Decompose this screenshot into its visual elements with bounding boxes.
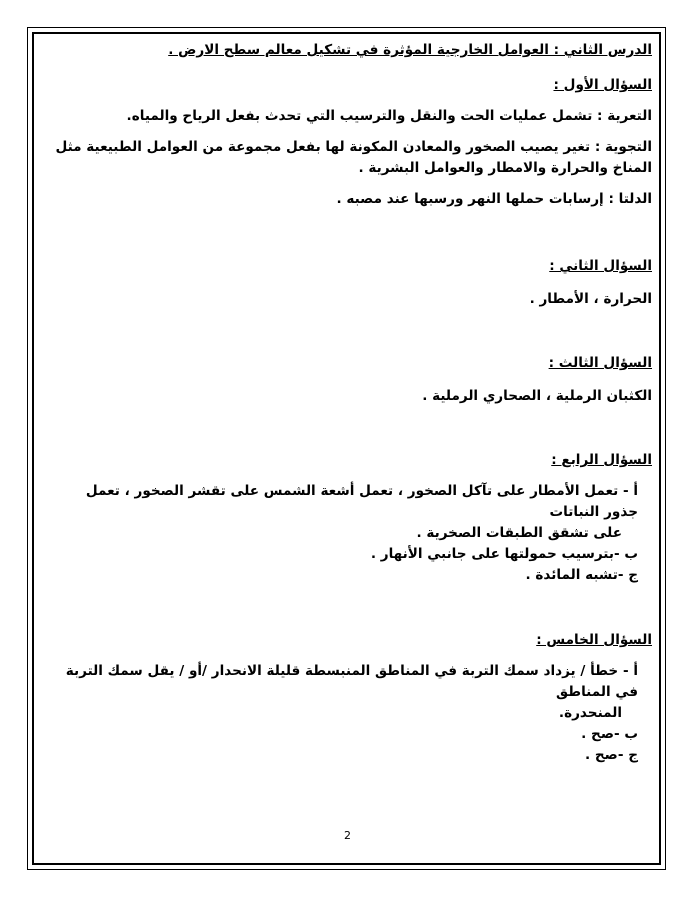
question-5-item-a: أ - خطأ / يزداد سمك التربة في المناطق المنبسطة قليلة الانحدار /أو / يقل سمك التربة في المناطق (65, 663, 638, 700)
question-4-item-a: أ - تعمل الأمطار على تآكل الصخور ، تعمل أشعة الشمس على تقشر الصخور ، تعمل جذور النباتات (85, 483, 638, 520)
question-4-item-a-continued: على تشقق الطبقات الصخرية . (416, 525, 622, 541)
question-4-item-b: ب -بترسيب حمولتها على جانبي الأنهار . (370, 546, 638, 562)
question-3-heading: السؤال الثالث : (548, 355, 652, 371)
question-5-item-b: ب -صح . (581, 726, 638, 742)
question-5-item-c: ج -صح . (584, 747, 638, 763)
question-2-heading: السؤال الثاني : (549, 258, 652, 274)
question-2-answer: الحرارة ، الأمطار . (529, 291, 652, 307)
document-body (52, 40, 652, 766)
question-4-heading: السؤال الرابع : (551, 452, 652, 468)
question-3-answer: الكثبان الرملية ، الصحاري الرملية . (422, 388, 652, 404)
delta-definition: الدلتا : إرسابات حملها النهر ورسبها عند مصبه . (336, 191, 652, 207)
weathering-definition: التجوية : تغير يصيب الصخور والمعادن المكونة لها بفعل مجموعة من العوامل الطبيعية مثل المناخ والحرارة والامطار والعوامل البشرية . (55, 139, 652, 176)
page-number: 2 (344, 829, 351, 842)
erosion-definition: التعرية : تشمل عمليات الحت والنقل والترسيب التي تحدث بفعل الرياح والمياه. (126, 108, 652, 124)
question-5-item-a-continued: المنحدرة. (558, 705, 622, 721)
lesson-title: الدرس الثاني : العوامل الخارجية المؤثرة في تشكيل معالم سطح الارض . (168, 42, 652, 58)
question-4-item-c: ج -تشبه المائدة . (525, 567, 638, 583)
question-1-heading: السؤال الأول : (553, 77, 652, 93)
question-5-heading: السؤال الخامس : (536, 632, 652, 648)
